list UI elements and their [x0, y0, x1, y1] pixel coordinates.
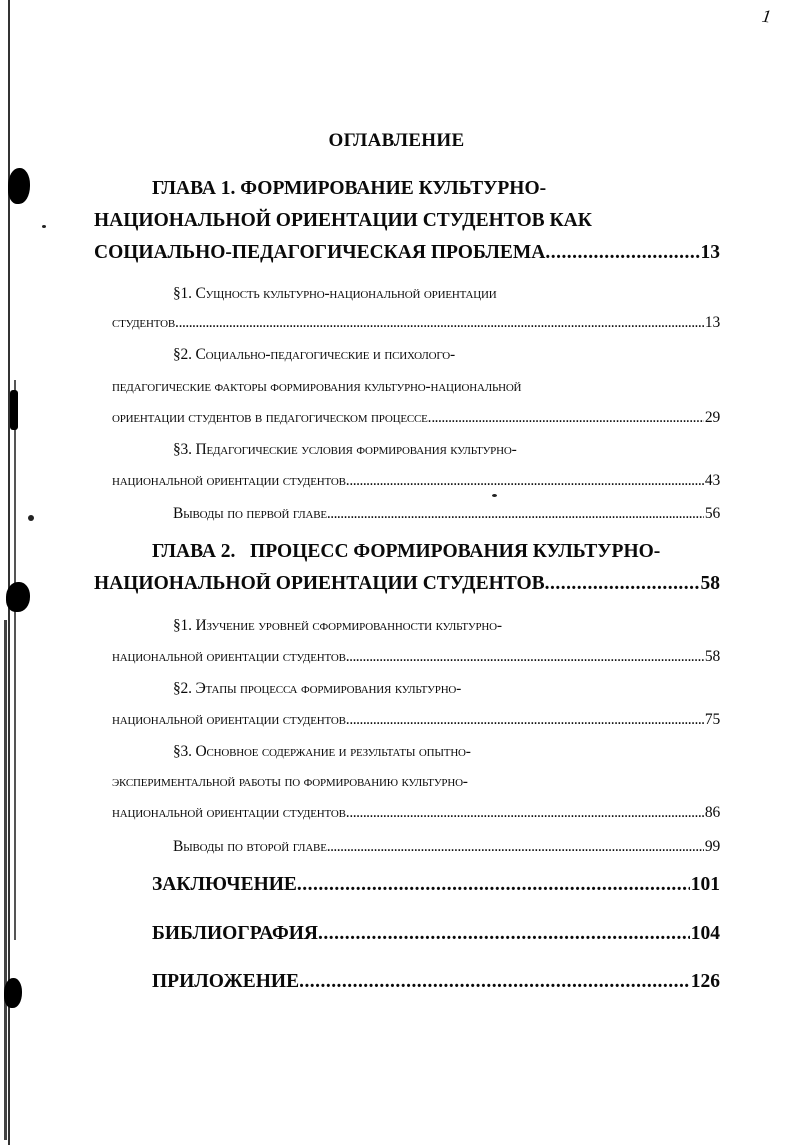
leader-dots: [349, 472, 703, 490]
page-number: 58: [704, 648, 720, 665]
entry-text: ориентации студентов в педагогическом процессе.: [112, 409, 432, 426]
section-1-1-line-1: §1. Сущность культурно-национальной ориентации: [173, 285, 497, 302]
leader-dots: [349, 804, 703, 822]
scan-speck: [42, 225, 46, 228]
entry-text: национальной ориентации студентов.: [112, 711, 350, 728]
section-2-3-line-2: экспериментальной работы по формированию культурно-: [112, 773, 468, 790]
leader-dots: [299, 971, 690, 993]
scan-blot: [6, 582, 30, 612]
leader-dots: [327, 505, 704, 523]
section-2-2-line-1: §2. Этапы процесса формирования культурно-: [173, 680, 462, 697]
entry-text: НАЦИОНАЛЬНОЙ ОРИЕНТАЦИИ СТУДЕНТОВ: [94, 573, 545, 594]
scan-edge-line: [4, 620, 7, 1140]
entry-text: БИБЛИОГРАФИЯ: [152, 923, 319, 944]
toc-entry-section-1-3[interactable]: [112, 472, 720, 490]
toc-entry-chapter-1[interactable]: [94, 242, 720, 264]
section-2-1-line-1: §1. Изучение уровней сформированности культурно-: [173, 617, 502, 634]
entry-text: национальной ориентации студентов.: [112, 804, 350, 821]
toc-entry-conclusion[interactable]: [152, 874, 720, 896]
page-number: 126: [690, 971, 720, 992]
toc-entry-section-2-2[interactable]: [112, 711, 720, 729]
scan-edge-line: [14, 380, 16, 940]
chapter-2-title-line-1: ГЛАВА 2. ПРОЦЕСС ФОРМИРОВАНИЯ КУЛЬТУРНО-: [152, 541, 661, 562]
page-number: 101: [690, 874, 720, 895]
entry-text: Выводы по первой главе: [173, 505, 327, 522]
section-1-3-line-1: §3. Педагогические условия формирования культурно-: [173, 441, 517, 458]
toc-entry-chapter-2[interactable]: [94, 573, 720, 595]
page-number: 104: [690, 923, 720, 944]
leader-dots: [179, 314, 704, 332]
page-number: 43: [704, 472, 720, 489]
leader-dots: [327, 838, 704, 856]
leader-dots: [318, 923, 690, 945]
chapter-1-title-line-2: НАЦИОНАЛЬНОЙ ОРИЕНТАЦИИ СТУДЕНТОВ КАК: [94, 210, 592, 231]
entry-text: национальной ориентации студентов: [112, 648, 346, 665]
toc-entry-section-2-1[interactable]: [112, 648, 720, 666]
entry-text: СОЦИАЛЬНО-ПЕДАГОГИЧЕСКАЯ ПРОБЛЕМА: [94, 242, 546, 263]
page-number: 86: [704, 804, 720, 821]
toc-entry-conclusions-1[interactable]: [173, 505, 720, 523]
toc-entry-conclusions-2[interactable]: [173, 838, 720, 856]
scan-speck: [492, 494, 497, 497]
page-corner-mark: 1: [760, 5, 773, 27]
toc-entry-section-1-1[interactable]: [112, 314, 720, 332]
entry-text: национальной ориентации студентов.: [112, 472, 350, 489]
section-2-3-line-1: §3. Основное содержание и результаты опытно-: [173, 743, 471, 760]
page-number: 58: [700, 573, 720, 594]
leader-dots: [346, 648, 704, 666]
leader-dots: [545, 573, 700, 595]
page-number: 13: [700, 242, 720, 263]
scan-edge-line: [8, 0, 10, 1145]
toc-entry-section-1-2[interactable]: [112, 409, 720, 427]
page-number: 29: [704, 409, 720, 426]
entry-text: студентов.: [112, 314, 179, 331]
toc-entry-section-2-3[interactable]: [112, 804, 720, 822]
page-number: 75: [704, 711, 720, 728]
leader-dots: [545, 242, 699, 264]
entry-text: ПРИЛОЖЕНИЕ: [152, 971, 300, 992]
toc-title: ОГЛАВЛЕНИЕ: [328, 130, 465, 151]
scan-speck: [28, 515, 34, 521]
entry-text: ЗАКЛЮЧЕНИЕ: [152, 874, 297, 895]
scan-blot: [8, 168, 30, 204]
entry-text: Выводы по второй главе: [173, 838, 327, 855]
toc-entry-appendix[interactable]: [152, 971, 720, 993]
leader-dots: [349, 711, 703, 729]
toc-entry-bibliography[interactable]: [152, 923, 720, 945]
page-number: 99: [704, 838, 720, 855]
leader-dots: [431, 409, 704, 427]
scan-blot: [10, 390, 18, 430]
chapter-1-title-line-1: ГЛАВА 1. ФОРМИРОВАНИЕ КУЛЬТУРНО-: [152, 178, 547, 199]
section-1-2-line-2: педагогические факторы формирования культурно-национальной: [112, 378, 522, 395]
leader-dots: [297, 874, 690, 896]
page-number: 56: [704, 505, 720, 522]
page-number: 13: [704, 314, 720, 331]
section-1-2-line-1: §2. Социально-педагогические и психолого-: [173, 346, 455, 363]
scan-blot: [4, 978, 22, 1008]
